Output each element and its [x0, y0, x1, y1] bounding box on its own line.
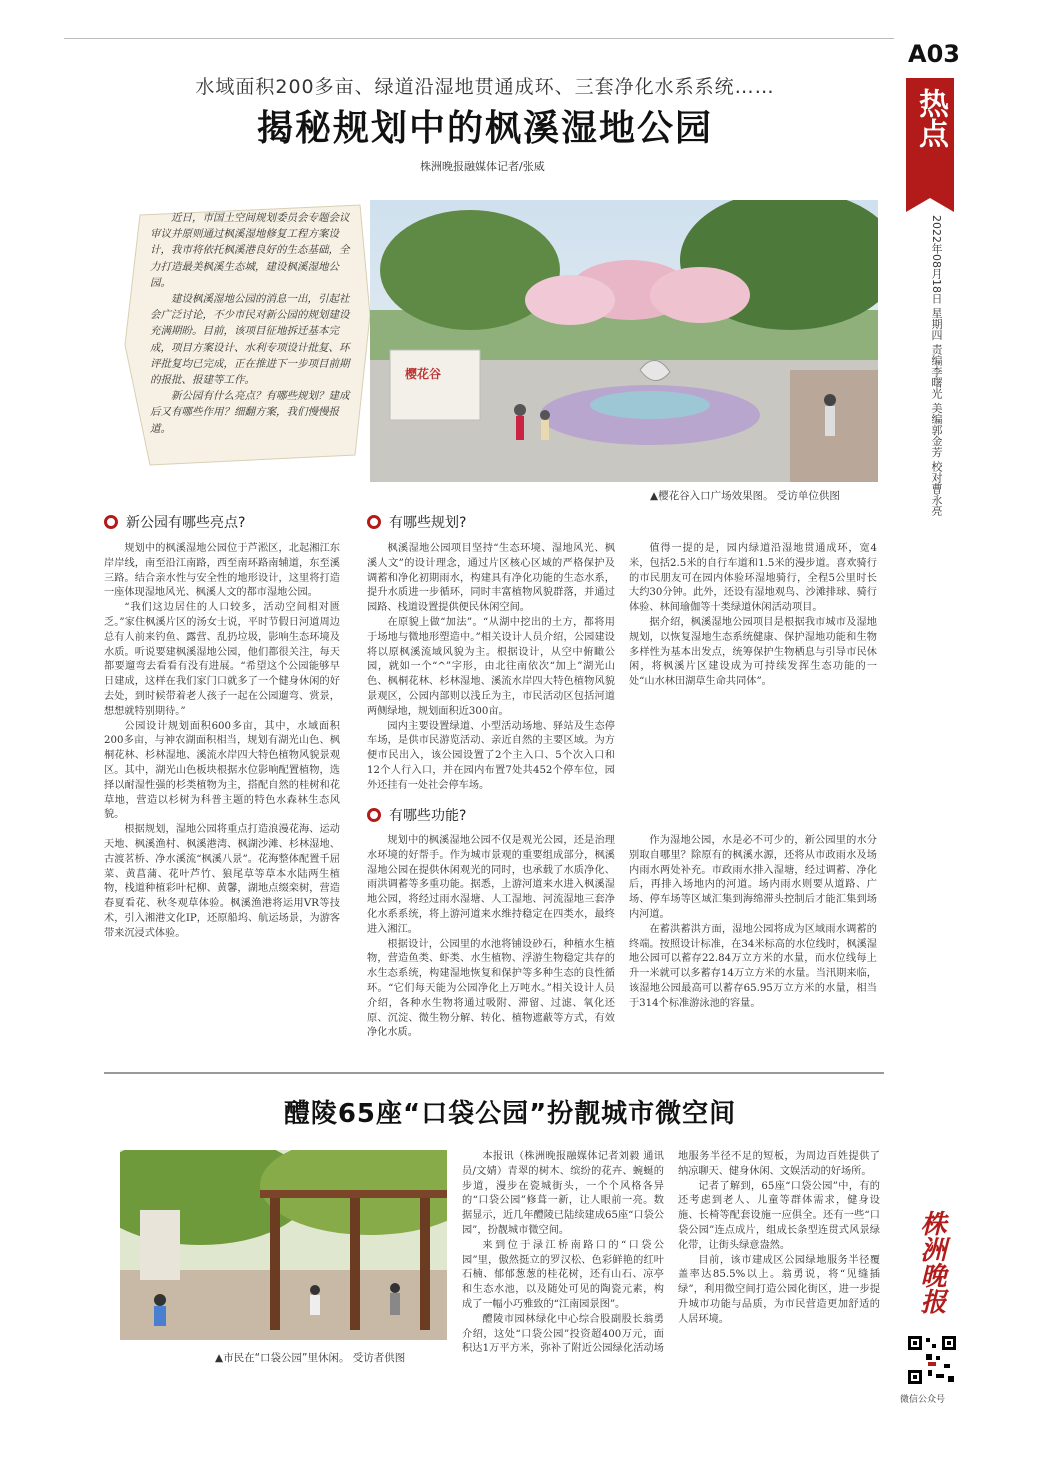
- qr-label: 微信公众号: [900, 1395, 946, 1405]
- body-para: 醴陵市园林绿化中心综合股副股长翁勇介绍，这处“口袋公园”投资超400万元，面积达1万平方米，弥补了附近公园绿化活动场地服务半径不足的短板，为周边百姓提供了纳凉聊天、健身休闲、文娱活动的好场所。: [462, 1151, 880, 1355]
- bullet-icon: [367, 515, 381, 529]
- section2-column: [367, 542, 877, 800]
- photo2-caption: ▲市民在“口袋公园”里休闲。 受访者供图: [215, 1352, 406, 1364]
- section-tag: [906, 78, 954, 198]
- intro-para: 近日，市国土空间规划委员会专题会议审议并原则通过枫溪湿地修复工程方案设计，我市将依托枫溪港良好的生态基础，全力打造最美枫溪生态城，建设枫溪湿地公园。: [150, 212, 350, 289]
- dateline: 2022年08月18日 星期四 责编李曙光 美编郭金芳 校对曹永亮: [930, 215, 943, 516]
- section2-heading: [367, 512, 466, 532]
- article1-subheadline: 水域面积200多亩、绿道沿湿地贯通成环、三套净化水系系统……: [195, 76, 775, 98]
- article2-headline: 醴陵65座“口袋公园”扮靓城市微空间: [283, 1099, 737, 1129]
- body-para: 目前，该市建成区公园绿地服务半径覆盖率达85.5%以上。翁勇说，将“见缝插绿”，利用微空间打造公园化街区，进一步提升城市功能与品质，为市民营造更加舒适的人居环境。: [678, 1254, 880, 1325]
- body-para: 枫溪湿地公园项目坚持“生态环境、湿地风光、枫溪人文”的设计理念，通过片区核心区域的严格保护及调蓄和净化初期雨水，构建具有净化功能的生态水系，提升水质进一步循环，同时丰富植物风貌群落，并通过园路、栈道设置提供便民休闲空间。: [367, 543, 615, 614]
- body-para: 在原貌上做“加法”。“从湖中挖出的土方，都将用于场地与微地形塑造中。”相关设计人员介绍，公园建设将以原枫溪流域风貌为主。根据设计，从空中俯瞰公园，就如一个“^”字形，由北往南依次“加上”湖光山色、枫桐花林、杉林湿地、溪流水岸四大特色植物风貌景观区，公园内部则以浅丘为主，市民活动区包括河道两侧绿地，规划面积近300亩。: [367, 616, 615, 717]
- qr-code-icon[interactable]: [906, 1334, 958, 1386]
- body-para: 公园设计规划面积600多亩，其中，水域面积200多亩，与神农湖面积相当，规划有湖光山色、枫桐花林、杉林湿地、溪流水岸四大特色植物风貌景观区。其中，湖光山色板块根据水位影响配置植物，选择以耐湿性强的杉类植物为主，搭配自然的桂树和花草地，营造以杉树为科普主题的特色水森林生态风貌。: [104, 720, 340, 821]
- section1-column: [104, 542, 340, 942]
- section-tag-label: 热点: [913, 88, 948, 148]
- bullet-icon: [104, 515, 118, 529]
- pocket-park-image: [120, 1150, 447, 1340]
- section1-title: 新公园有哪些亮点?: [126, 515, 246, 531]
- section1-heading: [104, 512, 245, 532]
- top-rule: [64, 38, 894, 39]
- park-rendering-image: [370, 200, 878, 482]
- photo1-caption: ▲樱花谷入口广场效果图。 受访单位供图: [650, 490, 840, 502]
- article2-body: [462, 1150, 880, 1365]
- section3-heading: [367, 805, 466, 825]
- article1-byline: 株洲晚报融媒体记者/张威: [420, 160, 545, 173]
- article-divider: [104, 1072, 884, 1074]
- body-para: 规划中的枫溪湿地公园位于芦淞区，北起湘江东岸岸线，南至沿江南路，西至南环路南辅道，东至溪三路。结合亲水性与安全性的地形设计，这里将打造一座体现湿地风光、枫溪人文的都市湿地公园。: [104, 543, 340, 599]
- park-sign: 樱花谷: [405, 367, 442, 381]
- section3-column: [367, 834, 877, 1059]
- body-para: 园内主要设置绿道、小型活动场地、驿站及生态停车场，是供市民游览活动、亲近自然的主要区域。为方便市民出入，该公园设置了2个主入口、5个次入口和12个人行入口，并在园内布置7处共452个停车位，园外还挂有一处社会停车场。: [367, 720, 615, 791]
- bullet-icon: [367, 808, 381, 822]
- intro-para: 建设枫溪湿地公园的消息一出，引起社会广泛讨论，不少市民对新公园的规划建设充满期盼。目前，该项目征地拆迁基本完成，项目方案设计、水利专项设计批复、环评批复均已完成，正在推进下一步项目前期的报批、报建等工作。: [150, 293, 350, 387]
- page-number: A03: [908, 40, 960, 68]
- intro-text: [150, 210, 355, 460]
- body-para: 值得一提的是，园内绿道沿湿地贯通成环，宽4米，包括2.5米的自行车道和1.5米的漫步道。喜欢骑行的市民朋友可在园内体验环湿地骑行，全程5公里时长大约30分钟。此外，还设有湿地观鸟、沙滩排球、骑行体验、林间瑜伽等十类绿道休闲活动项目。: [629, 543, 877, 614]
- body-para: 记者了解到，65座“口袋公园”中，有的还考虑到老人、儿童等群体需求，健身设施、长椅等配套设施一应俱全。还有一些“口袋公园”连点成片，组成长条型连贯式风景绿化带，让街头绿意盎然。: [678, 1180, 880, 1251]
- body-para: 本报讯（株洲晚报融媒体记者刘毅 通讯员/文婧）青翠的树木、缤纷的花卉、蜿蜒的步道，漫步在瓷城街头，一个个风格各异的“口袋公园”修葺一新，让人眼前一亮。数据显示，近几年醴陵已陆续建成65座“口袋公园”，扮靓城市微空间。: [462, 1151, 664, 1236]
- newspaper-logo: [910, 1210, 952, 1330]
- body-para: 作为湿地公园，水是必不可少的，新公园里的水分别取自哪里？除原有的枫溪水源，还将从市政雨水及场内雨水两处补充。市政雨水排入湿塘，经过调蓄、净化后，再排入场地内的河道。场内雨水则要从道路、广场、停车场等区域汇集到海绵滞头控制后才能汇集到场内河道。: [629, 835, 877, 920]
- body-para: 据介绍，枫溪湿地公园项目是根据我市城市及湿地规划，以恢复湿地生态系统健康、保护湿地功能和生物多样性为基本出发点，统筹保护生物栖息与引导市民休闲，将枫溪片区建设成为可持续发挥生态功能的一处“山水林田湖草生命共同体”。: [629, 616, 877, 688]
- body-para: 根据设计，公园里的水池将铺设砂石，种植水生植物，营造鱼类、虾类、水生植物、浮游生物稳定共存的水生态系统，构建湿地恢复和保护等多种生态的良性循环。“它们每天能为公园净化上万吨水。”相关设计人员介绍，各种水生物将通过吸附、滞留、过滤、氧化还原、沉淀、微生物分解、转化、植物遮蔽等方式，有效净化水质。: [367, 938, 615, 1039]
- body-para: 在蓄洪蓄洪方面，湿地公园将成为区域雨水调蓄的终端。按照设计标准，在34米标高的水位线时，枫溪湿地公园可以蓄存22.84万立方米的水量，而水位线每上升一米就可以多蓄存14万立方米的水量。当汛期来临，该湿地公园最高可以蓄存65.95万立方米的水量，相当于314个标准游泳池的容量。: [629, 923, 877, 1009]
- logo-text: 株洲晚报: [916, 1210, 946, 1314]
- body-para: 规划中的枫溪湿地公园不仅是观光公园，还是治理水环境的好帮手。作为城市景观的重要组成部分，枫溪湿地公园在提供休闲观光的同时，也承载了水质净化、雨洪调蓄等多重功能。据悉，上游河道来水进入枫溪湿地公园，将经过雨水湿塘、人工湿地、河流湿地三套净化水系系统，将上游河道来水维持稳定在四类水，最终进入湘江。: [367, 835, 615, 935]
- intro-para: 新公园有什么亮点？有哪些规划？建成后又有哪些作用？细翻方案，我们慢慢报道。: [150, 390, 350, 435]
- body-para: 来到位于渌江桥南路口的“口袋公园”里，傲然挺立的罗汉松、色彩鲜艳的红叶石楠、郁郁葱葱的桂花树，还有山石、凉亭和生态水池，以及随处可见的陶瓷元素，构成了一幅小巧雅致的“江南园景图”。: [462, 1239, 664, 1310]
- section2-title: 有哪些规划?: [389, 515, 467, 531]
- body-para: “我们这边居住的人口较多，活动空间相对匮乏。”家住枫溪片区的汤女士说，平时节假日河道周边总有人前来钓鱼、露营、乱扔垃圾，影响生态环境及水质。听说要建枫溪湿地公园，他们都很关注，每天都要遛弯去看看有没有进展。“希望这个公园能够早日建成，这样在我们家门口就多了一个健身休闲的好去处，到时候带着老人孩子一起在公园遛弯、赏景，想想就特别期待。”: [104, 602, 340, 717]
- article1-headline: 揭秘规划中的枫溪湿地公园: [256, 108, 713, 149]
- section3-title: 有哪些功能?: [389, 808, 467, 824]
- body-para: 根据规划，湿地公园将重点打造浪漫花海、运动天地、枫溪渔村、枫溪港湾、枫湖沙滩、杉林湿地、古渡茗桥、净水溪流“枫溪八景”。花海整体配置千屈菜、黄菖蒲、花叶芦竹、狼尾草等草本水陆两生植物，栈道种植彩叶杞柳、黄馨，湖地点缀栾树，营造春夏看花、秋冬观草体验。枫溪渔港将运用VR等技术，引入湘港文化IP，还原船坞、航运场景，为游客带来沉浸式体验。: [104, 824, 340, 939]
